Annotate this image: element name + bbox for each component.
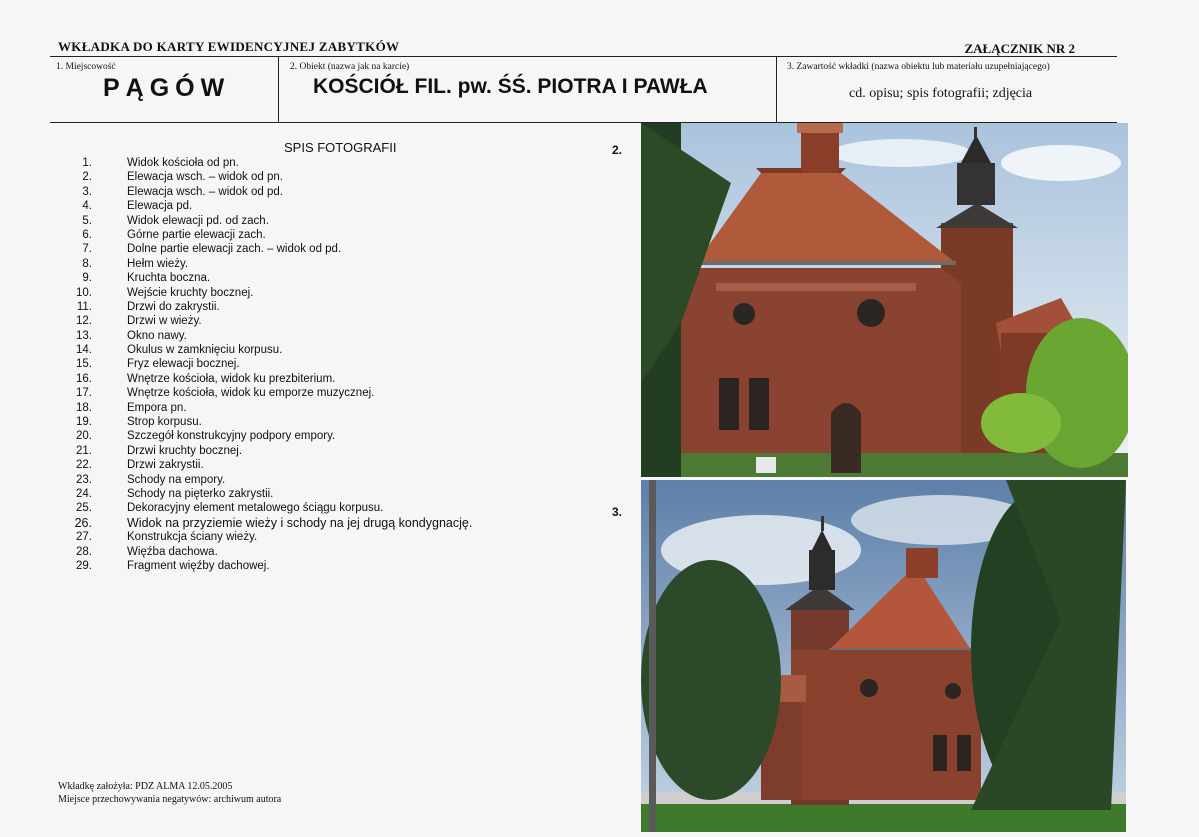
photo-list-item-number: 18. xyxy=(76,401,92,414)
photo-list-item-text: Drzwi w wieży. xyxy=(127,315,202,328)
photo-list-item-text: Widok kościoła od pn. xyxy=(127,157,239,169)
photo-list-item-text: Okno nawy. xyxy=(127,329,187,342)
photo-list-item-text: Wejście kruchty bocznej. xyxy=(127,286,254,299)
photo-list-item-number: 1. xyxy=(82,157,92,169)
photo-list-item-number: 3. xyxy=(82,185,92,198)
photo-list-item-text: Widok elewacji pd. od zach. xyxy=(127,214,269,227)
photo-list-item-text: Drzwi kruchty bocznej. xyxy=(127,444,243,457)
miejscowosc-value: PĄGÓW xyxy=(103,74,231,102)
photo-list-item xyxy=(66,372,472,386)
photo-list-item xyxy=(66,156,472,170)
obiekt-value: KOŚCIÓŁ FIL. pw. ŚŚ. PIOTRA I PAWŁA xyxy=(313,75,708,98)
header-right-title: ZAŁĄCZNIK NR 2 xyxy=(964,41,1075,56)
photo-list-item-number: 15. xyxy=(76,358,92,371)
photo-list-item-text: Empora pn. xyxy=(127,401,187,414)
photo-list-item-number: 4. xyxy=(82,200,92,213)
photo-list xyxy=(66,156,472,573)
photo-list-item-text: Drzwi do zakrystii. xyxy=(127,300,220,313)
photo-list-item-text: Dolne partie elewacji zach. – widok od pd. xyxy=(127,243,342,256)
photo-list-item-number: 27. xyxy=(76,531,92,544)
photo-list-item xyxy=(66,185,472,199)
photo-list-item-text: Schody na empory. xyxy=(127,473,226,486)
photo-list-item xyxy=(66,545,472,559)
zawartosc-value: cd. opisu; spis fotografii; zdjęcia xyxy=(849,86,1033,101)
photo-list-item xyxy=(66,530,472,544)
photo-list-item-number: 19. xyxy=(76,416,92,429)
header-divider xyxy=(278,57,279,122)
photo-list-item xyxy=(66,516,472,530)
footer-archive: Miejsce przechowywania negatywów: archiwum autora xyxy=(58,794,282,805)
photo-list-item-text: Górne partie elewacji zach. xyxy=(127,228,266,241)
photo-list-item-number: 20. xyxy=(76,430,92,443)
photo-list-item-number: 11. xyxy=(76,300,92,313)
photo-list-item xyxy=(66,386,472,400)
photo-list-item xyxy=(66,357,472,371)
header-divider xyxy=(776,57,777,122)
photo-list-item-text: Dekoracyjny element metalowego ściągu korpusu. xyxy=(127,502,384,515)
photo-list-item xyxy=(66,343,472,357)
photo-list-item xyxy=(66,329,472,343)
header-rule-top xyxy=(50,56,1117,57)
photo-list-item-number: 29. xyxy=(76,559,92,572)
photo-list-item-text: Wnętrze kościoła, widok ku prezbiterium. xyxy=(127,372,336,385)
photo-list-item-number: 2. xyxy=(82,171,92,184)
photo-list-item-text: Schody na pięterko zakrystii. xyxy=(127,487,274,500)
photo-list-item xyxy=(66,257,472,271)
photo-list-item xyxy=(66,559,472,573)
photo-list-item-number: 7. xyxy=(82,243,92,256)
zawartosc-label: 3. Zawartość wkładki (nazwa obiektu lub materiału uzupełniającego) xyxy=(787,62,1050,72)
photo-list-item xyxy=(66,286,472,300)
photo-list-item-number: 10. xyxy=(76,286,92,299)
photo-list-item xyxy=(66,199,472,213)
photo-number-3: 3. xyxy=(612,505,623,519)
photo-list-item-text: Szczegół konstrukcyjny podpory empory. xyxy=(127,430,336,443)
photo-list-item xyxy=(66,429,472,443)
photo-list-item-text: Fryz elewacji bocznej. xyxy=(127,358,240,371)
photo-list-item-number: 28. xyxy=(76,545,92,558)
photo-list-item-text: Konstrukcja ściany wieży. xyxy=(127,531,258,544)
church-photo-south-view xyxy=(641,480,1126,832)
photo-list-item-number: 26. xyxy=(74,515,92,530)
spis-title: SPIS FOTOGRAFII xyxy=(284,140,397,155)
photo-list-item-number: 21. xyxy=(76,444,92,457)
photo-list-item-text: Elewacja wsch. – widok od pd. xyxy=(127,185,283,198)
photo-list-item-number: 8. xyxy=(82,257,92,270)
photo-list-item-number: 13. xyxy=(76,329,92,342)
photo-list-item xyxy=(66,458,472,472)
photo-list-item xyxy=(66,415,472,429)
photo-list-item-text: Więźba dachowa. xyxy=(127,545,218,558)
photo-list-item-number: 5. xyxy=(82,214,92,227)
photo-list-item-number: 12. xyxy=(76,315,92,328)
photo-list-item-text: Fragment więźby dachowej. xyxy=(127,559,270,572)
photo-list-item-text: Drzwi zakrystii. xyxy=(127,459,204,472)
photo-list-item-text: Strop korpusu. xyxy=(127,416,202,429)
photo-list-item xyxy=(66,501,472,515)
photo-list-item-number: 24. xyxy=(76,487,92,500)
photo-list-item-text: Elewacja pd. xyxy=(127,200,193,213)
obiekt-label: 2. Obiekt (nazwa jak na karcie) xyxy=(290,62,410,72)
photo-number-2: 2. xyxy=(612,143,623,157)
church-photo-east-elevation xyxy=(641,123,1128,477)
photo-list-item-number: 22. xyxy=(76,459,92,472)
photo-list-item xyxy=(66,271,472,285)
photo-list-item-text: Hełm wieży. xyxy=(127,257,189,270)
photo-list-item-number: 6. xyxy=(82,228,92,241)
photo-list-item xyxy=(66,444,472,458)
miejscowosc-label: 1. Miejscowość xyxy=(56,62,116,72)
photo-list-item-number: 23. xyxy=(76,473,92,486)
photo-list-item-text: Kruchta boczna. xyxy=(127,272,211,285)
footer-author: Wkładkę założyła: PDZ ALMA 12.05.2005 xyxy=(58,781,233,792)
photo-list-item xyxy=(66,314,472,328)
photo-list-item xyxy=(66,300,472,314)
photo-list-item-number: 14. xyxy=(76,344,92,357)
photo-list-item-number: 9. xyxy=(82,272,92,285)
photo-list-item-text: Widok na przyziemie wieży i schody na jej drugą kondygnację. xyxy=(127,515,473,530)
photo-list-item xyxy=(66,487,472,501)
photo-list-item-text: Wnętrze kościoła, widok ku emporze muzycznej. xyxy=(127,387,375,400)
photo-list-item xyxy=(66,473,472,487)
header-left-title: WKŁADKA DO KARTY EWIDENCYJNEJ ZABYTKÓW xyxy=(58,39,400,54)
photo-list-item-number: 17. xyxy=(76,387,92,400)
photo-list-item xyxy=(66,401,472,415)
photo-list-item xyxy=(66,170,472,184)
photo-list-item-text: Okulus w zamknięciu korpusu. xyxy=(127,344,283,357)
photo-list-item xyxy=(66,242,472,256)
photo-list-item-text: Elewacja wsch. – widok od pn. xyxy=(127,171,283,184)
photo-list-item xyxy=(66,214,472,228)
photo-list-item-number: 25. xyxy=(76,502,92,515)
photo-list-item-number: 16. xyxy=(76,372,92,385)
photo-list-item xyxy=(66,228,472,242)
